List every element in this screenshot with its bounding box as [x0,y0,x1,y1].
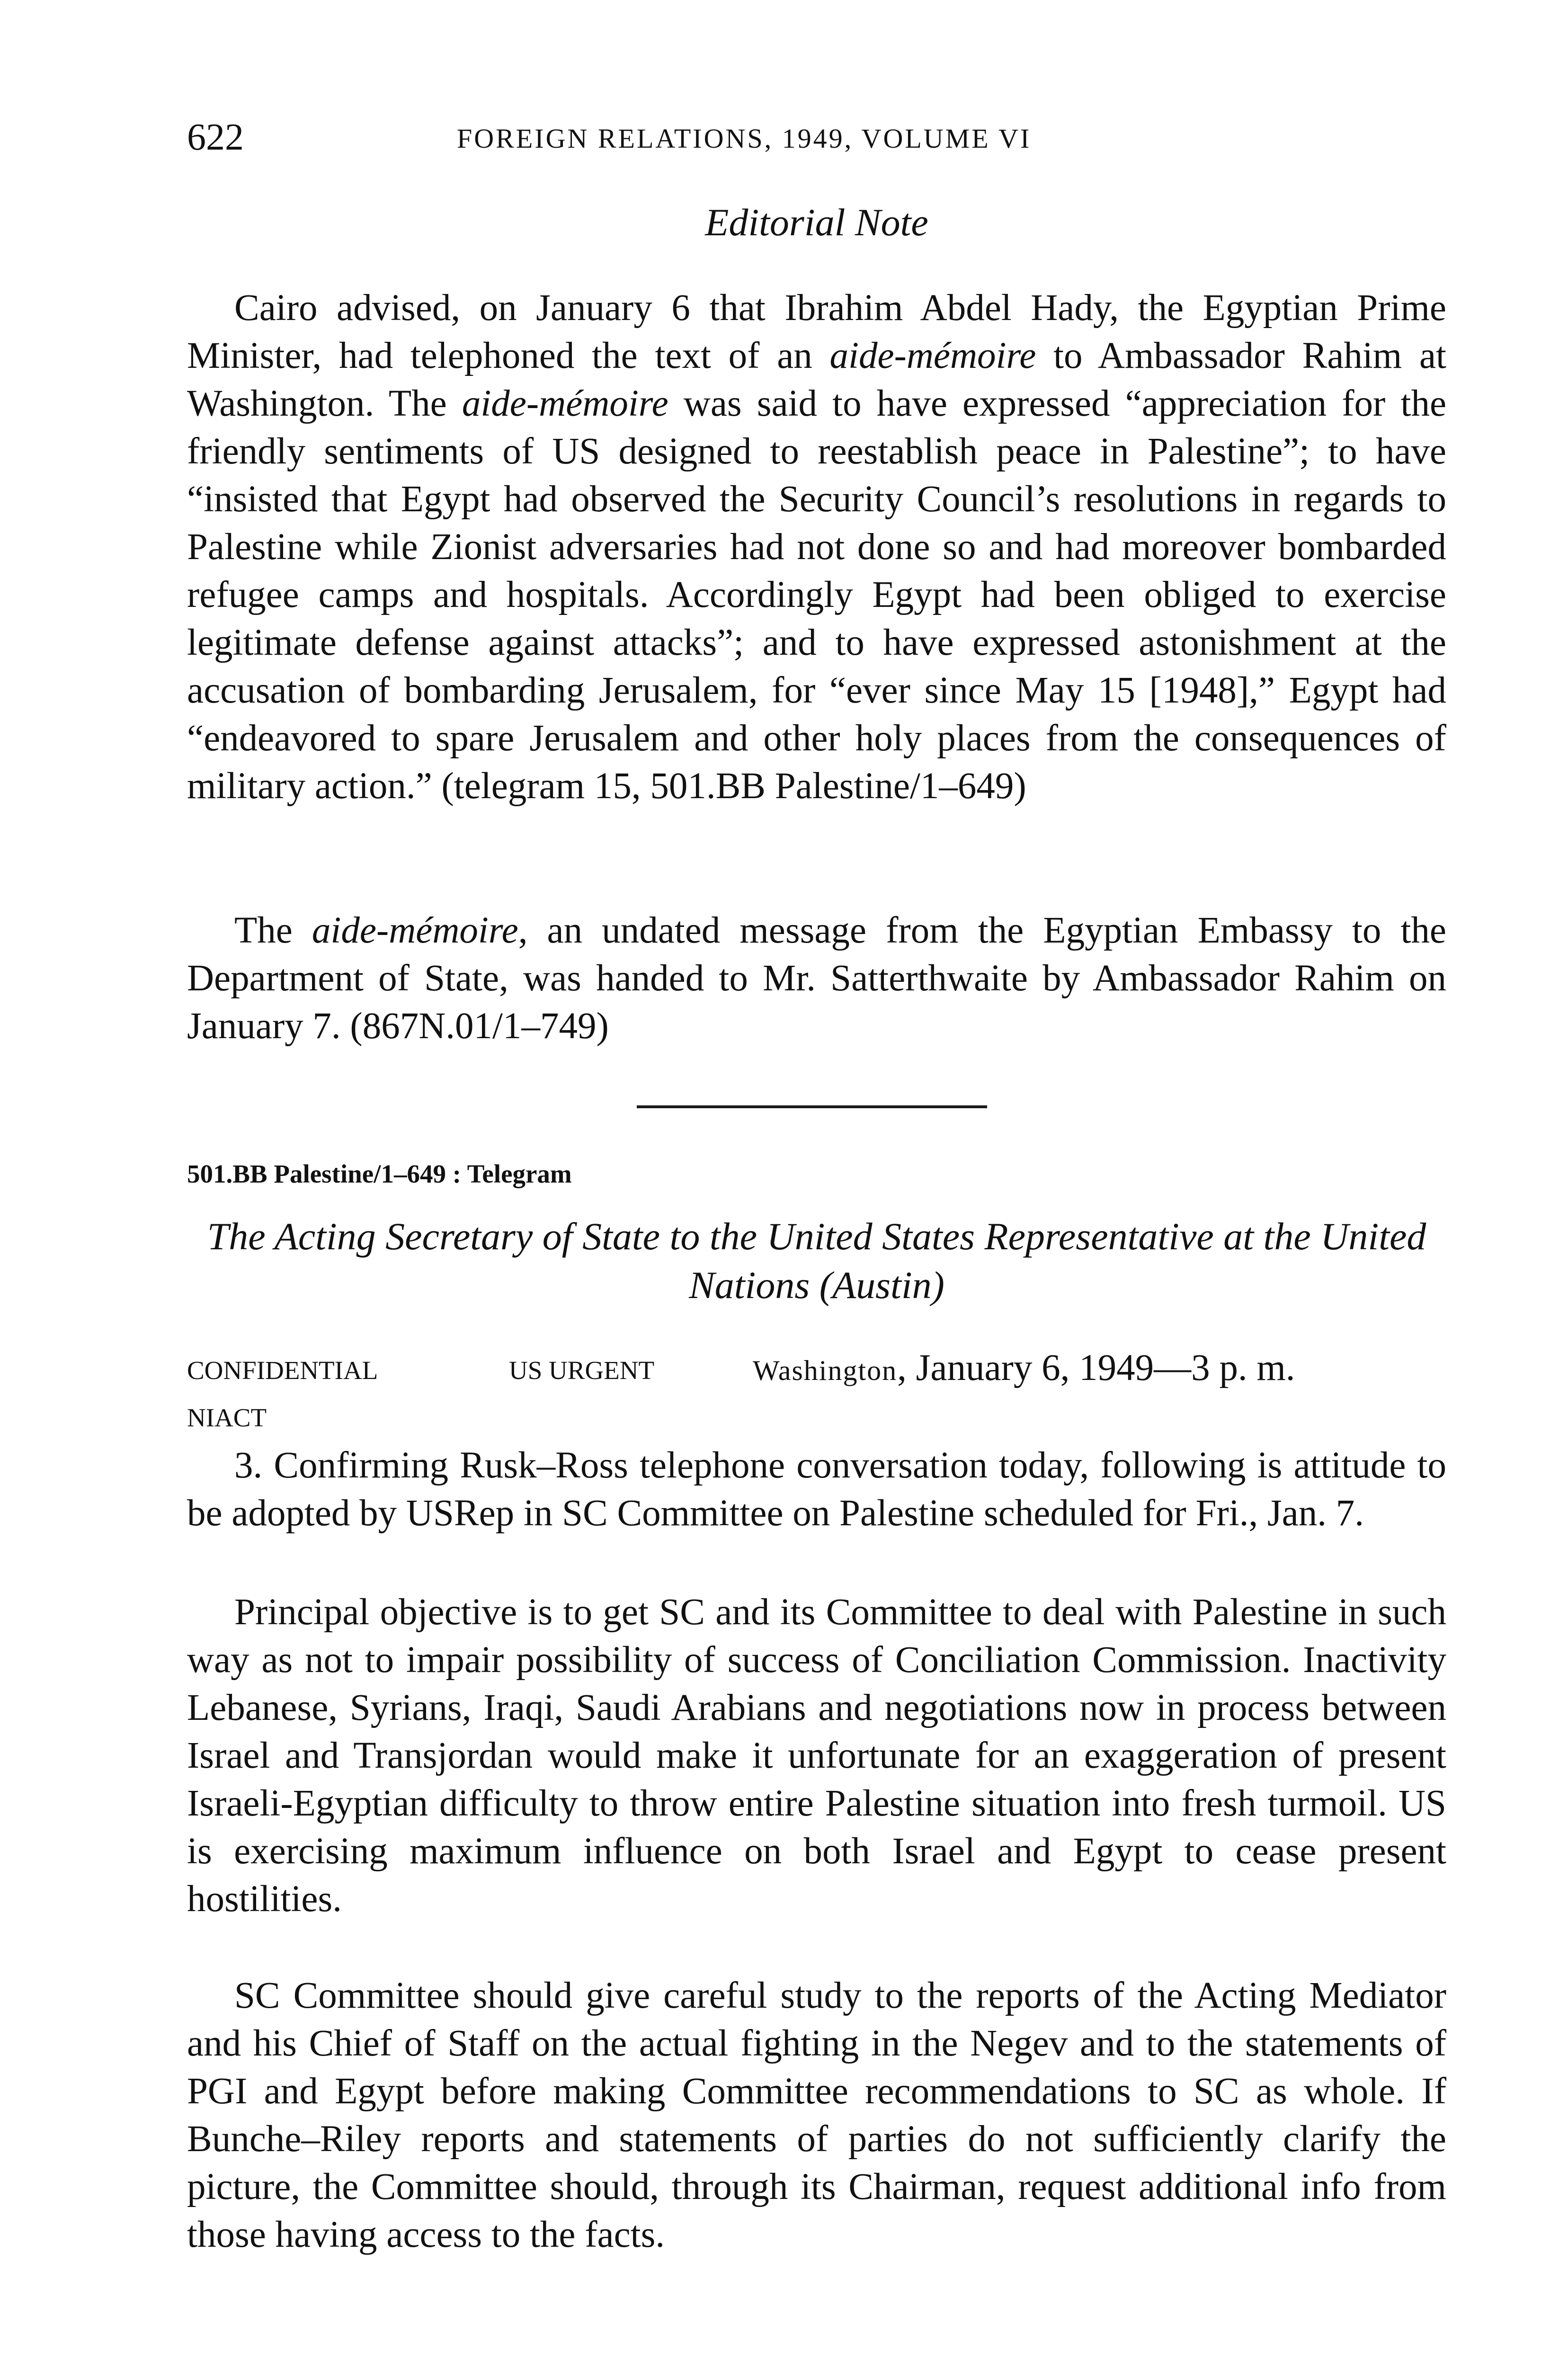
running-head: FOREIGN RELATIONS, 1949, VOLUME VI [457,123,1032,154]
editorial-note-title: Editorial Note [705,201,928,244]
file-reference: 501.BB Palestine/1–649 : Telegram [187,1159,572,1188]
dateline-date: , January 6, 1949—3 p. m. [897,1347,1295,1388]
telegram-paragraph-3: SC Committee should give careful study to the reports of the Acting Mediator and his Chief of Staff on the actual fighting in the Negev and to the statements of PGI and Egypt before making Committee recommendations to SC as whole. If Bunche–Riley reports and statements of parties do not sufficiently clarify the picture, the Committee should, through its Chairman, request additional info from those having access to the facts. [187,1975,1446,2255]
text-run: , an undated message from the Egyptian Embassy to the Department of State, was handed to Mr. Satterthwaite by Ambassador Rahim on January 7. (867N.01/1–749) [187,910,1446,1047]
section-divider [637,1105,987,1108]
priority: US URGENT [509,1356,655,1385]
editorial-paragraph-1 [187,284,1446,810]
document-title: The Acting Secretary of State to the United States Representative at the United Nations (Austin) [207,1215,1426,1307]
text-run: The [234,910,312,951]
telegram-paragraph-2: Principal objective is to get SC and its Committee to deal with Palestine in such way as not to impair possibility of success of Conciliation Commission. Inactivity Lebanese, Syrians, Iraqi, Saudi Arabians and negotiations now in process between Israel and Transjordan would make it unfortunate for an exaggeration of present Israeli-Egyptian difficulty to throw entire Palestine situation into fresh turmoil. US is exercising maximum influence on both Israel and Egypt to cease present hostilities. [187,1592,1446,1920]
dateline-place: Washington [753,1355,898,1386]
italic-term: aide-mémoire [829,335,1036,376]
text-run: Cairo advised, on January 6 that Ibrahim Abdel Hady, the Egyptian Prime Minister, had telephoned the text of an [187,287,1446,376]
italic-term: aide-mémoire [312,910,518,951]
text-run: was said to have expressed “appreciation for the friendly sentiments of US designed to reestablish peace in Palestine”; to have “insisted that Egypt had observed the Security Council’s resolutions in regards to Palestine while Zionist adversaries had not done so and had moreover bombarded refugee camps and hospitals. Accordingly Egypt had been obliged to exercise legitimate defense against attacks”; and to have expressed astonishment at the accusation of bombarding Jerusalem, for “ever since May 15 [1948],” Egypt had “endeavored to spare Jerusalem and other holy places from the consequences of military action.” (telegram 15, 501.BB Palestine/1–649) [187,383,1447,807]
classification: CONFIDENTIAL [187,1356,378,1385]
editorial-paragraph-2 [187,907,1446,1050]
text-run: to Ambassador Rahim at Washington. The [187,335,1446,424]
page-header [187,114,1446,166]
telegram-paragraph-1: 3. Confirming Rusk–Ross telephone conversation today, following is attitude to be adopted by USRep in SC Committee on Palestine scheduled for Fri., Jan. 7. [187,1445,1446,1534]
page-number: 622 [187,116,244,158]
niact-code: NIACT [187,1403,267,1432]
italic-term: aide-mémoire [462,383,668,424]
dateline [753,1344,1295,1394]
